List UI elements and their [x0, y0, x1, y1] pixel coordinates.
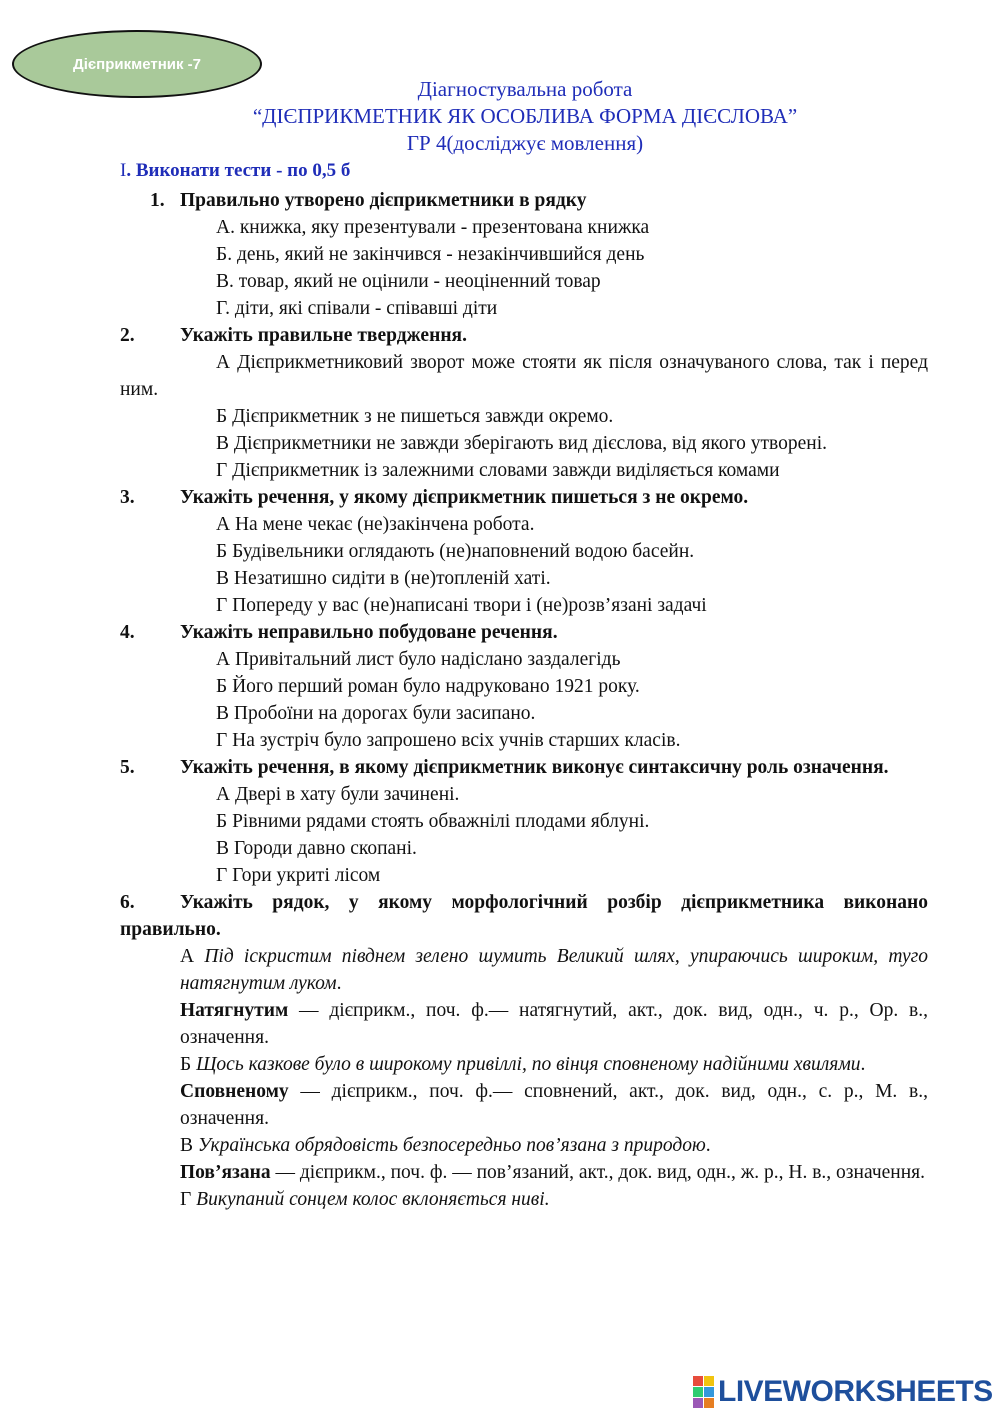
question-4 [120, 619, 928, 646]
answer-option[interactable]: В Пробоїни на дорогах були засипано. [216, 703, 536, 724]
answer-option[interactable]: В Незатишно сидіти в (не)топленій хаті. [216, 568, 551, 589]
analyzed-word: Пов’язана [180, 1162, 271, 1183]
question-text: Укажіть рядок, у якому морфологічний розбір дієприкметника виконано правильно. [120, 892, 928, 940]
option-sentence: Українська обрядовість безпосередньо пов’язана з природою [197, 1135, 706, 1156]
question-number: 1. [150, 190, 165, 211]
answer-option[interactable]: Б Рівними рядами стоять обважнілі плодами яблуні. [216, 811, 650, 832]
answer-option[interactable]: Г. діти, які співали - співавші діти [216, 298, 498, 319]
question-text: Укажіть речення, у якому дієприкметник пишеться з не окремо. [180, 487, 749, 508]
question-6 [120, 889, 928, 943]
answer-option[interactable]: Б Дієприкметник з не пишеться завжди окремо. [216, 406, 614, 427]
option-sentence: Під іскристим півднем зелено шумить Великий шлях, упираючись широким, туго натягнутим луком [180, 946, 928, 994]
question-text: Укажіть речення, в якому дієприкметник виконує синтаксичну роль означення. [180, 757, 889, 778]
answer-option[interactable]: В Дієприкметники не завжди зберігають вид дієслова, від якого утворені. [216, 433, 827, 454]
answer-option-d[interactable] [120, 1186, 928, 1213]
worksheet-subtitle: ГР 4(досліджує мовлення) [406, 131, 644, 155]
answer-option[interactable]: А Двері в хату були зачинені. [216, 784, 460, 805]
worksheet-type: Діагностувальна робота [417, 77, 633, 101]
question-text: Правильно утворено дієприкметники в рядку [180, 190, 587, 211]
analyzed-word: Сповненому [180, 1081, 289, 1102]
section-roman: І [120, 160, 127, 181]
option-letter: Г [180, 1189, 197, 1210]
question-1 [120, 187, 928, 214]
answer-option[interactable]: Б Його перший роман було надруковано 1921 року. [216, 676, 640, 697]
answer-option[interactable]: А На мене чекає (не)закінчена робота. [216, 514, 535, 535]
option-letter: В [180, 1135, 198, 1156]
answer-option-a[interactable]: А Під іскристим півднем зелено шумить Великий шлях, упираючись широким, туго натягнутим луком. [180, 946, 928, 994]
analysis-b [120, 1078, 928, 1132]
answer-option[interactable]: Г Дієприкметник із залежними словами завжди виділяється комами [216, 460, 780, 481]
question-number: 3. [120, 487, 135, 508]
worksheet-body [120, 187, 928, 1213]
option-letter: А [180, 946, 205, 967]
option-sentence: Викупаний сонцем колос вклоняється ниві. [196, 1189, 550, 1210]
question-text: Укажіть неправильно побудоване речення. [180, 622, 558, 643]
answer-option[interactable]: А Дієприкметниковий зворот може стояти як після означуваного слова, так і перед ним. [120, 352, 928, 400]
answer-option[interactable]: Г Попереду у вас (не)написані твори і (не)розв’язані задачі [216, 595, 707, 616]
topic-badge-label: Дієприкметник -7 [73, 55, 201, 73]
answer-option[interactable]: А Привітальний лист було надіслано заздалегідь [216, 649, 621, 670]
answer-option[interactable]: Б. день, який не закінчився - незакінчившийся день [216, 244, 645, 265]
analysis-c [120, 1159, 928, 1186]
answer-option[interactable]: Б Будівельники оглядають (не)наповнений водою басейн. [216, 541, 695, 562]
answer-option-c[interactable]: В Українська обрядовість безпосередньо пов’язана з природою. [180, 1135, 711, 1156]
section-heading [120, 160, 350, 182]
answer-option[interactable]: Г На зустріч було запрошено всіх учнів старших класів. [216, 730, 681, 751]
question-text: Укажіть правильне твердження. [180, 325, 467, 346]
answer-option-b[interactable]: Б Щось казкове було в широкому привіллі, по вінця сповненому надійними хвилями. [180, 1054, 866, 1075]
section-title: . Виконати тести - по 0,5 б [126, 160, 351, 181]
option-sentence: Щось казкове було в широкому привіллі, по вінця сповненому надійними хвилями [196, 1054, 861, 1075]
question-number: 6. [120, 892, 135, 913]
analysis-text: — дієприкм., поч. ф.— натягнутий, акт., док. вид, одн., ч. р., Ор. в., означення. [180, 1000, 928, 1048]
answer-option[interactable]: Г Гори укриті лісом [216, 865, 381, 886]
answer-option[interactable]: В. товар, який не оцінили - неоціненний товар [216, 271, 601, 292]
analyzed-word: Натягнутим [180, 1000, 289, 1021]
question-number: 2. [120, 325, 135, 346]
question-number: 5. [120, 757, 135, 778]
analysis-text: — дієприкм., поч. ф.— сповнений, акт., док. вид, одн., с. р., М. в., означення. [180, 1081, 928, 1129]
answer-option[interactable]: В Городи давно скопані. [216, 838, 417, 859]
logo-squares-icon [693, 1376, 714, 1408]
analysis-text: — дієприкм., поч. ф. — пов’язаний, акт., док. вид, одн., ж. р., Н. в., означення. [270, 1162, 925, 1183]
answer-option[interactable]: А. книжка, яку презентували - презентована книжка [216, 217, 650, 238]
worksheet-title: “ДІЄПРИКМЕТНИК ЯК ОСОБЛИВА ФОРМА ДІЄСЛОВА” [252, 104, 798, 128]
logo-text: LIVEWORKSHEETS [718, 1375, 993, 1408]
question-number: 4. [120, 622, 135, 643]
question-2 [120, 322, 928, 349]
liveworksheets-logo [693, 1375, 993, 1409]
question-5 [120, 754, 928, 781]
analysis-a [120, 997, 928, 1051]
option-letter: Б [180, 1054, 197, 1075]
question-3 [120, 484, 928, 511]
